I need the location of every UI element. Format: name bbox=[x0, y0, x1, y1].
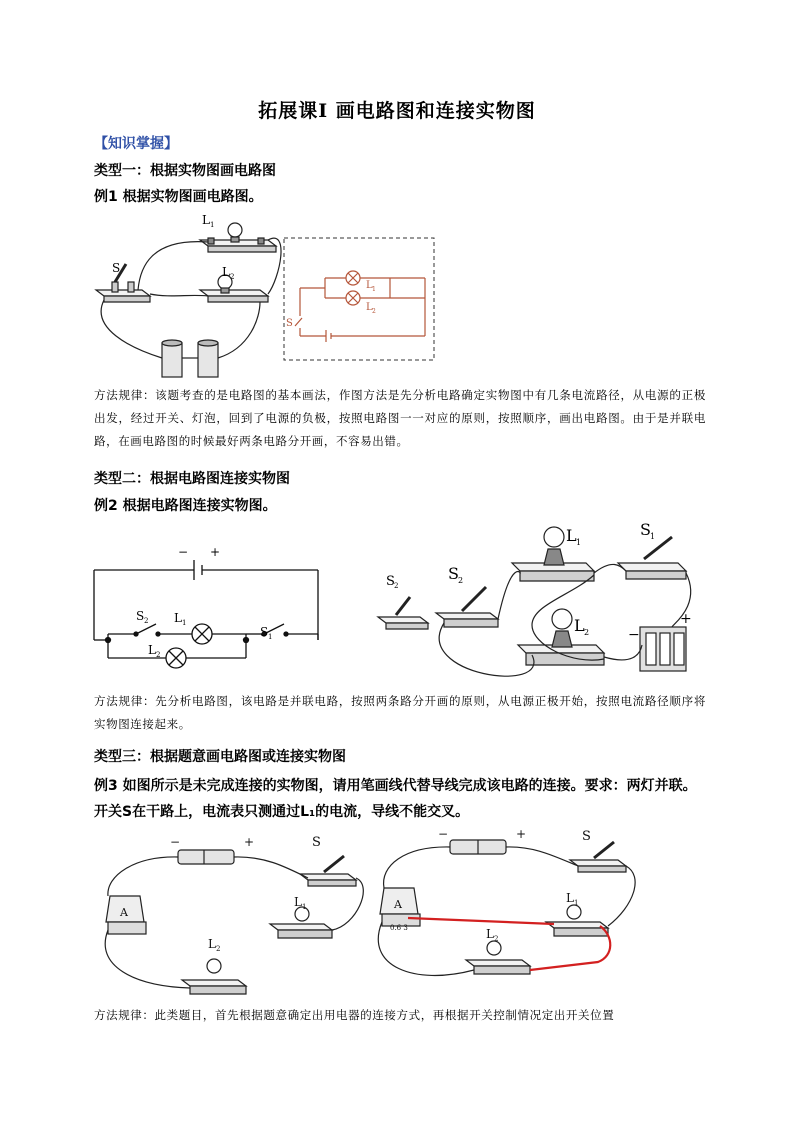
method2-paragraph bbox=[94, 690, 706, 736]
fig1-l1-sub: 1 bbox=[210, 221, 215, 229]
method1-paragraph bbox=[94, 384, 706, 453]
fig3-left-s: S bbox=[312, 835, 321, 850]
type2-heading: 类型二：根据电路图连接实物图 bbox=[94, 471, 290, 487]
fig2p-s1: S bbox=[640, 520, 651, 539]
fig3-right-l2: L bbox=[486, 927, 494, 941]
example1-heading: 例1 根据实物图画电路图。 bbox=[94, 189, 263, 205]
fig3-right-plus: + bbox=[516, 827, 527, 841]
section-tag: 【知识掌握】 bbox=[94, 136, 178, 152]
method1-lead: 方法规律： bbox=[94, 388, 156, 402]
example3-line2: 开关S在干路上，电流表只测通过L₁的电流，导线不能交叉。 bbox=[94, 804, 470, 820]
figure1 bbox=[90, 208, 440, 380]
fig2-l1-sub: 1 bbox=[182, 619, 187, 627]
figure3 bbox=[94, 826, 724, 1002]
fig2-l2-sub: 2 bbox=[156, 651, 161, 659]
fig2-s1-sub: 1 bbox=[268, 633, 273, 641]
method2-lead: 方法规律： bbox=[94, 694, 156, 708]
page-title: 拓展课Ⅰ 画电路图和连接实物图 bbox=[258, 100, 536, 122]
method3-paragraph bbox=[94, 1004, 706, 1027]
figure2-diagram bbox=[90, 540, 320, 675]
figure2-physical bbox=[372, 515, 702, 687]
type1-heading: 类型一：根据实物图画电路图 bbox=[94, 163, 276, 179]
fig3-right-l1: L bbox=[566, 891, 574, 905]
type3-heading: 类型三：根据题意画电路图或连接实物图 bbox=[94, 749, 346, 765]
fig1-l1-label: L bbox=[202, 213, 210, 227]
fig3-right-ammeter: A bbox=[394, 898, 402, 911]
method1-text: 该题考查的是电路图的基本画法，作图方法是先分析电路确定实物图中有几条电流路径，从电源的正极出发，经过开关、灯泡，回到了电源的负极，按照电路图一一对应的原则，按照顺序，画出电路图。由于是并联电路，在画电路图的时候最好两条电路分开画，不容易出错。 bbox=[94, 388, 706, 448]
fig3-right-l1-sub: 1 bbox=[574, 899, 579, 907]
method3-lead: 方法规律： bbox=[94, 1008, 155, 1022]
fig1-diag-s: S bbox=[286, 318, 293, 329]
fig2p-s2-mid-sub: 2 bbox=[458, 576, 464, 585]
fig2-minus: − bbox=[178, 545, 189, 559]
fig3-right-l2-sub: 2 bbox=[494, 935, 499, 943]
fig2p-l2: L bbox=[574, 616, 585, 635]
fig2p-plus: + bbox=[680, 611, 692, 627]
fig1-diag-l2: L bbox=[366, 302, 373, 313]
fig2-l2: L bbox=[148, 643, 156, 657]
fig1-diag-l1: L bbox=[366, 280, 373, 291]
fig3-left-l1-sub: 1 bbox=[302, 903, 307, 911]
fig1-l2-label: L bbox=[222, 265, 230, 279]
fig2-plus: + bbox=[210, 545, 221, 559]
fig3-right-minus: − bbox=[438, 827, 449, 841]
fig3-right-s: S bbox=[582, 829, 591, 844]
fig2-s2-sub: 2 bbox=[144, 617, 149, 625]
fig3-left-l2-sub: 2 bbox=[216, 945, 221, 953]
example2-heading: 例2 根据电路图连接实物图。 bbox=[94, 498, 277, 514]
fig3-left-l1: L bbox=[294, 895, 302, 909]
fig2p-l2-sub: 2 bbox=[584, 628, 590, 637]
method3-text: 此类题目，首先根据题意确定出用电器的连接方式，再根据开关控制情况定出开关位置 bbox=[154, 1008, 615, 1022]
fig2-s2: S bbox=[136, 609, 145, 623]
example3-line1: 例3 如图所示是未完成连接的实物图，请用笔画线代替导线完成该电路的连接。要求：两灯并联。 bbox=[94, 778, 697, 794]
fig3-left-plus: + bbox=[244, 835, 255, 849]
fig3-left-l2: L bbox=[208, 937, 216, 951]
fig3-left-minus: − bbox=[170, 835, 181, 849]
fig2-l1: L bbox=[174, 611, 182, 625]
fig1-s-label: S bbox=[112, 261, 121, 275]
method2-text: 先分析电路图，该电路是并联电路，按照两条路分开画的原则，从电源正极开始，按照电流路径顺序将实物图连接起来。 bbox=[94, 694, 706, 731]
fig2-s1: S bbox=[260, 625, 269, 639]
fig1-diag-l1-sub: 1 bbox=[372, 286, 376, 293]
fig3-left-ammeter: A bbox=[120, 906, 128, 919]
fig2p-l1: L bbox=[566, 526, 577, 545]
fig2p-s2-mid: S bbox=[448, 564, 459, 583]
fig1-l2-sub: 2 bbox=[230, 273, 235, 281]
fig2p-s2-left-sub: 2 bbox=[394, 582, 399, 590]
fig1-diag-l2-sub: 2 bbox=[372, 308, 376, 315]
fig2p-s1-sub: 1 bbox=[650, 532, 656, 541]
fig3-right-scale: 0.6 3 bbox=[390, 924, 408, 932]
fig2p-minus: − bbox=[628, 627, 640, 643]
fig2p-s2-left: S bbox=[386, 574, 395, 589]
fig2p-l1-sub: 1 bbox=[576, 538, 582, 547]
